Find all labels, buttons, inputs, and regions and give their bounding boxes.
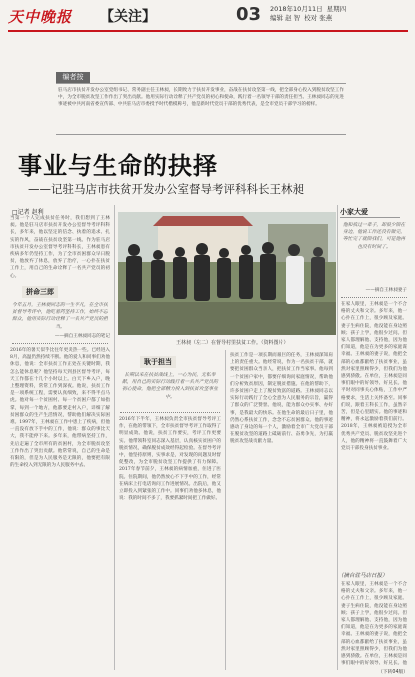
column-divider xyxy=(225,350,226,670)
dateline xyxy=(270,5,350,23)
photo-caption: 王林昶（左二）在督导村里扶贫工作。（资料图片） xyxy=(176,340,289,346)
editor-note-box xyxy=(56,83,346,135)
sidebar-quote: 他和我过一辈子，却很少陪在身边，他说工作还没有做完，等忙完了就陪我们，可是他再也没有时间了。 xyxy=(342,223,406,250)
separator xyxy=(120,412,220,413)
column-4-body-cont: 在家人眼里，王林昶是一个不合格的丈夫和父亲。多年来，他一心扑在工作上，很少顾及家庭。妻子生病住院，他没能在身边照顾；孩子上学，他很少过问。但家人都理解他、支持他，因为他们知道，他是在为更多的家庭谋幸福。王林昶的妻子说，他把全部的心血都献给了扶贫事业，虽然对家里照顾得少，但我们为他感到骄傲。在单位，王林昶是同事们眼中的好领导、好兄长。他 xyxy=(341,582,407,666)
subheadline: ——记驻马店市扶贫开发办公室督导考评科科长王林昶 xyxy=(28,182,304,196)
reporter-byline: □记者 赵利 xyxy=(12,209,44,216)
section-head-1: 拼命三郎 xyxy=(22,286,58,298)
column-1-intro: 当第一个人完成扶贫任务时，我们想到了王林昶。他是驻马店市扶贫开发办公室督导考评科科长，多年来，他以坚定的信念、执着的追求、扎实的作风，奋战在扶贫攻坚第一线。作为驻马店市扶贫开发办公室督导考评科科长，王林昶患有疾病多年仍坚持工作，为了全市贫困群众早日脱贫，他放弃了休息，放弃了治疗，一心扑在扶贫工作上，用自己的生命诠释了一名共产党员的初心。 xyxy=(10,216,110,279)
newspaper-logo: 天中晚报 xyxy=(8,8,73,26)
news-photo xyxy=(118,212,336,335)
pull-quote-1: 今年五月，王林昶同志的一生平凡，在全市扶贫督导考评中，他吃着药坚持工作，始终不忘群众，他用实际行动诠释了一名共产党员的担当。 xyxy=(12,303,108,330)
sidebar-signature: （摘自驻马店日报） xyxy=(338,573,388,579)
pull-quote-1-source: ——摘自王林昶同志的笔记 xyxy=(54,334,110,339)
column-4-body: 在家人眼里，王林昶是一个不合格的丈夫和父亲。多年来，他一心扑在工作上，很少顾及家庭。妻子生病住院，他没能在身边照顾；孩子上学，他很少过问。但家人都理解他、支持他，因为他们知道，他是在为更多的家庭谋幸福。王林昶的妻子说，他把全部的心血都献给了扶贫事业，虽然对家里照顾得少，但我们为他感到骄傲。在单位，王林昶是同事们眼中的好领导、好兄长。他平时对同事关心体贴，工作中严格要求，生活上关怀备至。同事们说，跟着王科长工作，虽然辛苦，但是心里踏实。他的事迹和精神，将永远激励着我们前行。2018年，王林昶被追授为全市优秀共产党员、脱贫攻坚先进个人，他的精神将一直鼓舞着广大党员干部投身扶贫事业。 xyxy=(341,302,407,452)
proofreader-credit: 校对 张燕 xyxy=(304,14,333,22)
editor-note-tag: 编者按 xyxy=(56,72,90,83)
separator xyxy=(341,297,407,298)
issue-date: 2018年10月11日 xyxy=(270,5,323,13)
column-divider xyxy=(114,205,115,670)
photo-scene xyxy=(118,212,336,335)
issue-weekday: 星期四 xyxy=(326,5,347,13)
editor-credit: 编辑 赵 智 xyxy=(270,14,301,22)
column-3-body: 扶贫工作是一项长期而艰巨的任务，王林昶深知肩上的责任重大。他经常说，作为一名扶贫干部，就要把贫困群众当亲人，把扶贫工作当家事。他每到一个贫困户家中，都要仔细询问家庭情况，帮助他们分析致贫原因，制定脱贫措施。在他的帮助下，许多贫困户走上了脱贫致富的道路。王林昶同志以实际行动践行了全心全意为人民服务的宗旨，赢得了群众的广泛赞誉。他说，能为群众办实事、办好事，是我最大的快乐。在他生命的最后日子里，他仍然心系扶贫工作，念念不忘贫困群众。他的事迹感动了身边的每一个人，激励着全市广大党员干部在脱贫攻坚的道路上砥砺前行、奋勇争先，为打赢脱贫攻坚战贡献力量。 xyxy=(230,353,333,445)
section-title: 【关注】 xyxy=(100,9,156,25)
section-head-2: 耿于担当 xyxy=(140,356,176,368)
sidebar-title: 小家大爱 xyxy=(340,207,400,218)
editor-note-text: 驻马店市扶贫开发办公室党组书记、常务副主任王林昶，长期致力于扶贫开发事业，奋战在扶贫攻坚第一线，把全部身心投入到脱贫攻坚工作中，为全市脱贫攻坚工作作出了突出贡献。他用实际行动诠释了共产党员的初心和使命，践行着一名领导干部的责任担当。王林昶同志的先进事迹被中共河南省委宣传部、中共驻马店市委授予时代楷模称号，他是新时代党员干部的优秀代表，是全市党员干部学习的榜样。 xyxy=(58,88,344,108)
headline: 事业与生命的抉择 xyxy=(18,152,218,180)
pull-quote-2: 长期以来在扶贫战线上，一心为民，无私奉献，用自己的实际行动践行着一名共产党员的初心使命，他把全部精力投入到扶贫攻坚事业中。 xyxy=(122,373,218,400)
separator xyxy=(12,343,108,344)
column-2-body: 2016年下半年，王林昶负责全市扶贫督导考评工作，在他的带领下，全市扶贫督导考评工作取得了明显成效。他说，扶贫工作要实，考评工作更要实。他带领科室同志深入基层，认真核实贫困户的脱贫情况，确保脱贫成效经得起检验。在督导考评中，他坚持原则，实事求是，对发现的问题及时督促整改，为全市脱贫攻坚工作提供了有力保障。2017年春节前夕，王林昶的病情加重，住进了医院。住院期间，他仍然放心不下手中的工作，经常在病床上打电话询问工作进展情况。出院后，他又立即投入到紧张的工作中。同事们劝他多休息，他说：我的时间不多了，我要抓紧时间把工作做好。 xyxy=(119,417,221,502)
continued-note: （下转04版） xyxy=(378,670,409,675)
column-divider xyxy=(337,205,338,670)
masthead xyxy=(8,4,408,30)
page-number: 03 xyxy=(236,4,262,25)
sidebar-quote-source: ——摘自王林昶妻子 xyxy=(365,288,407,293)
column-1-body: 2016年的暑天似乎比往年更炎热一些。已经进入8月，高温仍然持续不断。他的爱人和同事们劝他休息，他说：全市扶贫工作正处在关键时期，我怎么能休息呢？他坚持每天到县区督导考评，每天工作都在十几个小时以上。白天下乡入户，晚上整理资料，常常工作到深夜。他说，扶贫工作是一项系统工程，需要认真细致，来不得半点马虎。他对每一个贫困村、每一个贫困户都了如指掌，每到一个地方，他都要走村入户，详细了解贫困群众的生产生活情况，帮助他们解决实际困难。1997年，王林昶在工作中患上了疾病，但他一直没有放下手中的工作，他说：群众的事比天大，我不能停下来。多年来，他带病坚持工作，先后走遍了全市所有的贫困村，为全市脱贫攻坚工作作出了突出贡献。他常常说，自己的生命是有限的，但是为人民服务是无限的，他要把有限的生命投入到无限的为人民服务中去。 xyxy=(10,348,110,469)
masthead-rule xyxy=(8,30,408,32)
